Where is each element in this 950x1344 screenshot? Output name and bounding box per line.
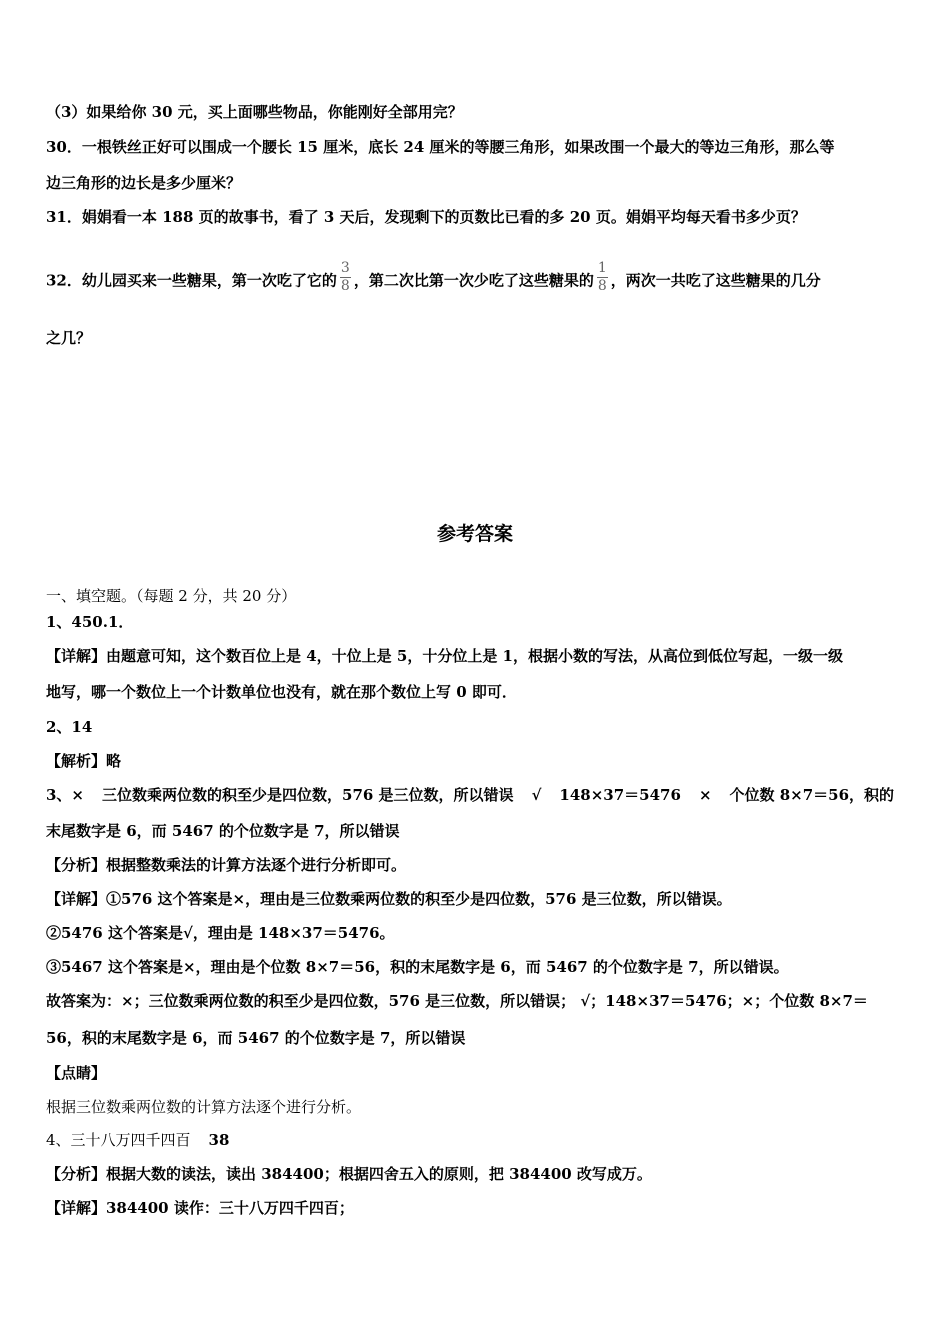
answer-3-analysis: 【分析】根据整数乘法的计算方法逐个进行分析即可。 [46,856,407,874]
question-30-line1: 30．一根铁丝正好可以围成一个腰长 15 厘米，底长 24 厘米的等腰三角形，如果改围一个最大的等边三角形，那么等 [46,138,835,156]
question-30-line2: 边三角形的边长是多少厘米？ [46,174,242,192]
fraction-numerator: 3 [340,260,350,276]
answer-3-reason-2: 148×37＝5476 [559,786,681,804]
fraction-one-eighth [597,261,608,294]
question-29-3: （3）如果给你 30 元，买上面哪些物品，你能刚好全部用完？ [46,103,463,121]
answer-4-detail: 【详解】384400 读作：三十八万四千四百； [46,1199,354,1217]
answer-2-analysis: 【解析】略 [46,752,122,770]
answer-4-analysis: 【分析】根据大数的读法，读出 384400；根据四舍五入的原则，把 384400 改写成万。 [46,1165,652,1183]
answer-4-rounded: 38 [208,1131,230,1149]
answer-3-line1 [46,785,906,805]
question-32-text-1: 32．幼儿园买来一些糖果，第一次吃了它的 [46,271,337,290]
answer-2: 2、14 [46,718,93,736]
answer-3-detail-3: ③5467 这个答案是×，理由是个位数 8×7＝56，积的末尾数字是 6，而 5467 的个位数字是 7，所以错误。 [46,958,789,976]
answer-3-tip-label: 【点睛】 [46,1064,107,1082]
question-32-text-3: ，两次一共吃了这些糖果的几分 [610,271,821,290]
answer-1-detail-line2: 地写，哪一个数位上一个计数单位也没有，就在那个数位上写 0 即可． [46,683,517,701]
answer-3-mark-1: 3、× [46,786,85,804]
fraction-denominator: 8 [597,278,607,294]
fraction-denominator: 8 [340,278,350,294]
answer-3-detail-1: 【详解】①576 这个答案是×，理由是三位数乘两位数的积至少是四位数，576 是三位数，所以错误。 [46,890,732,908]
fraction-three-eighths [340,261,351,294]
answer-3-mark-3: × [698,786,712,804]
fraction-numerator: 1 [597,260,607,276]
answer-key-title: 参考答案 [436,523,513,545]
answer-1: 1、450.1． [46,613,134,631]
answer-4 [46,1130,906,1150]
question-32-line2: 之几？ [46,329,92,347]
question-32-line1 [46,260,906,298]
answer-3-final-line2: 56，积的末尾数字是 6，而 5467 的个位数字是 7，所以错误 [46,1029,466,1047]
answer-1-detail-line1: 【详解】由题意可知，这个数百位上是 4，十位上是 5，十分位上是 1，根据小数的写法，从高位到低位写起，一级一级 [46,647,843,665]
answer-3-final-line1: 故答案为：×；三位数乘两位数的积至少是四位数，576 是三位数，所以错误； √；148×37＝5476；×；个位数 8×7＝ [46,992,868,1010]
answer-3-tip: 根据三位数乘两位数的计算方法逐个进行分析。 [46,1098,362,1116]
answer-4-reading: 4、三十八万四千四百 [46,1131,191,1149]
answer-3-mark-2: √ [531,786,542,804]
question-32-text-2: ，第二次比第一次少吃了这些糖果的 [353,271,594,290]
question-31: 31．娟娟看一本 188 页的故事书，看了 3 天后，发现剩下的页数比已看的多 20 页。娟娟平均每天看书多少页？ [46,208,806,226]
answer-3-detail-2: ②5476 这个答案是√，理由是 148×37＝5476。 [46,924,395,942]
section-heading: 一、填空题。（每题 2 分，共 20 分） [46,587,297,605]
answer-3-reason-3: 个位数 8×7＝56，积的 [729,786,895,804]
answer-3-line2: 末尾数字是 6，而 5467 的个位数字是 7，所以错误 [46,822,400,840]
answer-3-reason-1: 三位数乘两位数的积至少是四位数，576 是三位数，所以错误 [102,786,514,804]
